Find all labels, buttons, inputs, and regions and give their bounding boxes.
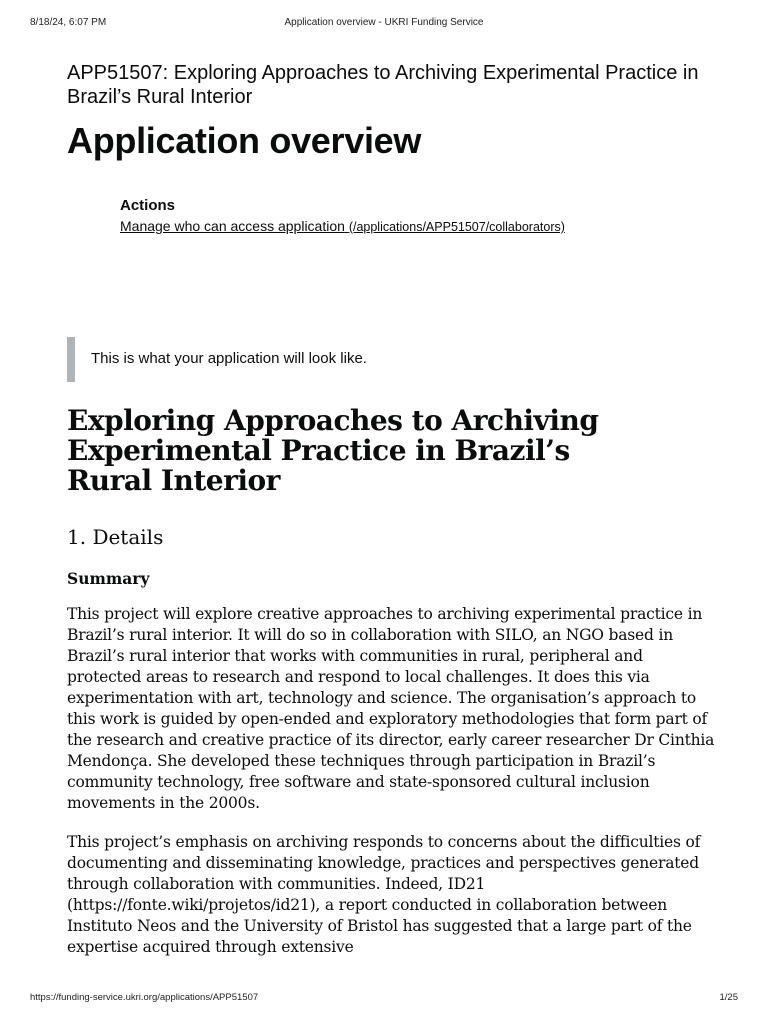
actions-panel bbox=[120, 197, 717, 236]
manage-access-link-url: (/applications/APP51507/collaborators) bbox=[348, 220, 565, 234]
print-page-number: 1/25 bbox=[719, 992, 738, 1003]
summary-paragraph: This project’s emphasis on archiving responds to concerns about the difficulties of documenting and disseminating knowledge, practices and perspectives generated through collaboration with communities. Indeed, ID21 (https://fonte.wiki/projetos/id21), a report conducted in collaboration between Instituto Neos and the University of Bristol has suggested that a large part of the expertise acquired through extensive bbox=[67, 833, 701, 956]
summary-heading: Summary bbox=[67, 569, 150, 588]
print-url: https://funding-service.ukri.org/applications/APP51507 bbox=[30, 992, 259, 1003]
print-datetime: 8/18/24, 6:07 PM bbox=[30, 17, 107, 28]
manage-access-link[interactable] bbox=[120, 218, 565, 234]
application-caption: APP51507: Exploring Approaches to Archiving Experimental Practice in Brazil’s Rural Interior bbox=[67, 62, 699, 108]
manage-access-link-text: Manage who can access application bbox=[120, 218, 345, 234]
print-header bbox=[30, 17, 738, 31]
print-tab-title: Application overview - UKRI Funding Service bbox=[284, 17, 484, 28]
main-content bbox=[67, 61, 717, 958]
summary-paragraph: This project will explore creative approaches to archiving experimental practice in Brazil’s rural interior. It will do so in collaboration with SILO, an NGO based in Brazil’s rural interior that works with communities in rural, peripheral and protected areas to research and respond to local challenges. It does this via experimentation with art, technology and science. The organisation’s approach to this work is guided by open-ended and exploratory methodologies that form part of the research and creative practice of its director, early career researcher Dr Cinthia Mendonça. She developed these techniques through participation in Brazil’s community technology, free software and state-sponsored cultural inclusion movements in the 2000s. bbox=[67, 605, 715, 812]
print-footer bbox=[30, 992, 738, 1006]
section-title-details: 1. Details bbox=[67, 525, 164, 549]
inset-notice-text: This is what your application will look like. bbox=[91, 350, 367, 367]
application-title: Exploring Approaches to Archiving Experimental Practice in Brazil’s Rural Interior bbox=[67, 404, 599, 497]
page-title: Application overview bbox=[67, 120, 422, 161]
inset-notice bbox=[67, 337, 717, 382]
actions-heading: Actions bbox=[120, 197, 176, 214]
